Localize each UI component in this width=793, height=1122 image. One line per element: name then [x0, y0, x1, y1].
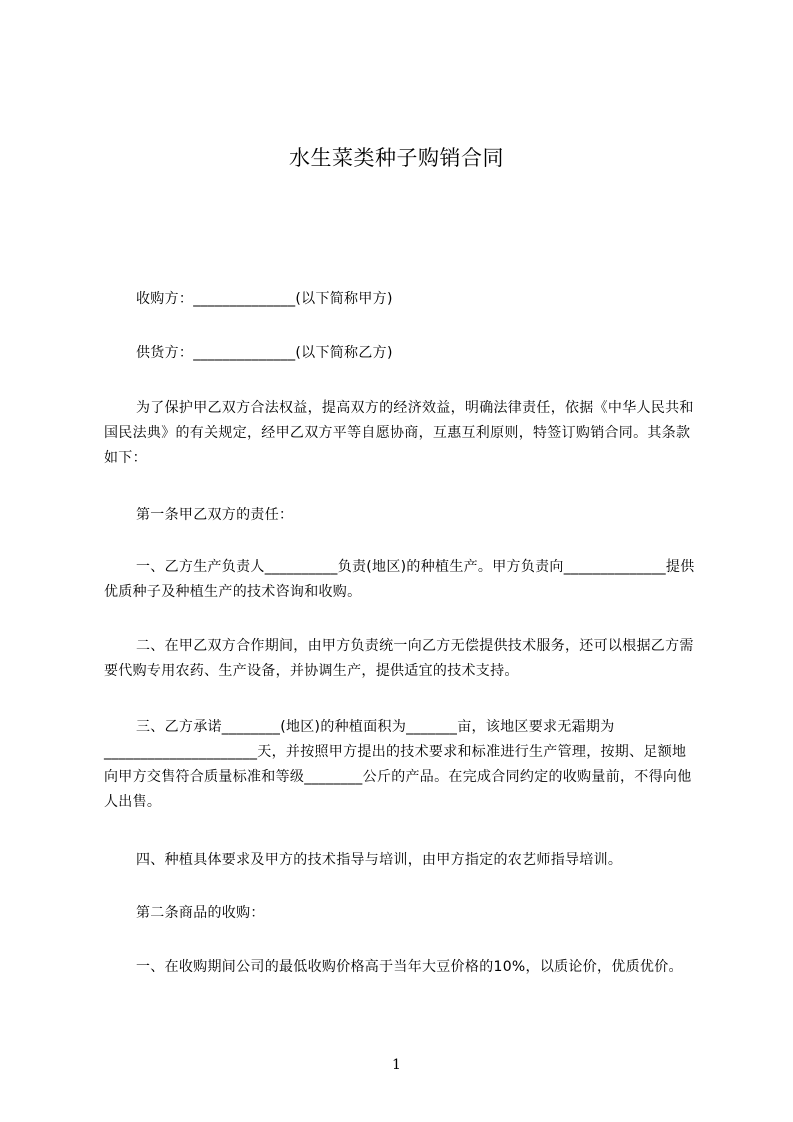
page-number: 1	[392, 1057, 401, 1073]
article1-heading: 第一条甲乙双方的责任：	[136, 507, 294, 523]
supplier-line: 供货方：______________(以下简称乙方)	[136, 345, 393, 361]
preamble-paragraph: 为了保护甲乙双方合法权益，提高双方的经济效益，明确法律责任，依据《中华人民共和国民法典》的有关规定，经甲乙双方平等自愿协商，互惠互利原则，特签订购销合同。其条款如下：	[104, 400, 694, 466]
buyer-line: 收购方：______________(以下简称甲方)	[136, 291, 393, 307]
article1-item4: 四、种植具体要求及甲方的技术指导与培训，由甲方指定的农艺师指导培训。	[136, 852, 623, 868]
article2-item1: 一、在收购期间公司的最低收购价格高于当年大豆价格的10%，以质论价，优质优价。	[136, 959, 683, 975]
document-title: 水生菜类种子购销合同	[289, 146, 504, 170]
article1-item1: 一、乙方生产负责人__________负责(地区)的种植生产。甲方负责向______________提供优质种子及种植生产的技术咨询和收购。	[104, 559, 695, 600]
article1-item3: 三、乙方承诺________(地区)的种植面积为_______亩，该地区要求无霜期为_____________________天，并按照甲方提出的技术要求和标准进行生产管理，按期、足额地向甲方交售符合质量标准和等级________公斤的产品。在完成合同约定的收购量前，不得向他人出售。	[104, 719, 692, 810]
article1-item2: 二、在甲乙双方合作期间，由甲方负责统一向乙方无偿提供技术服务，还可以根据乙方需要代购专用农药、生产设备，并协调生产，提供适宜的技术支持。	[104, 638, 694, 679]
article2-heading: 第二条商品的收购：	[136, 905, 265, 921]
